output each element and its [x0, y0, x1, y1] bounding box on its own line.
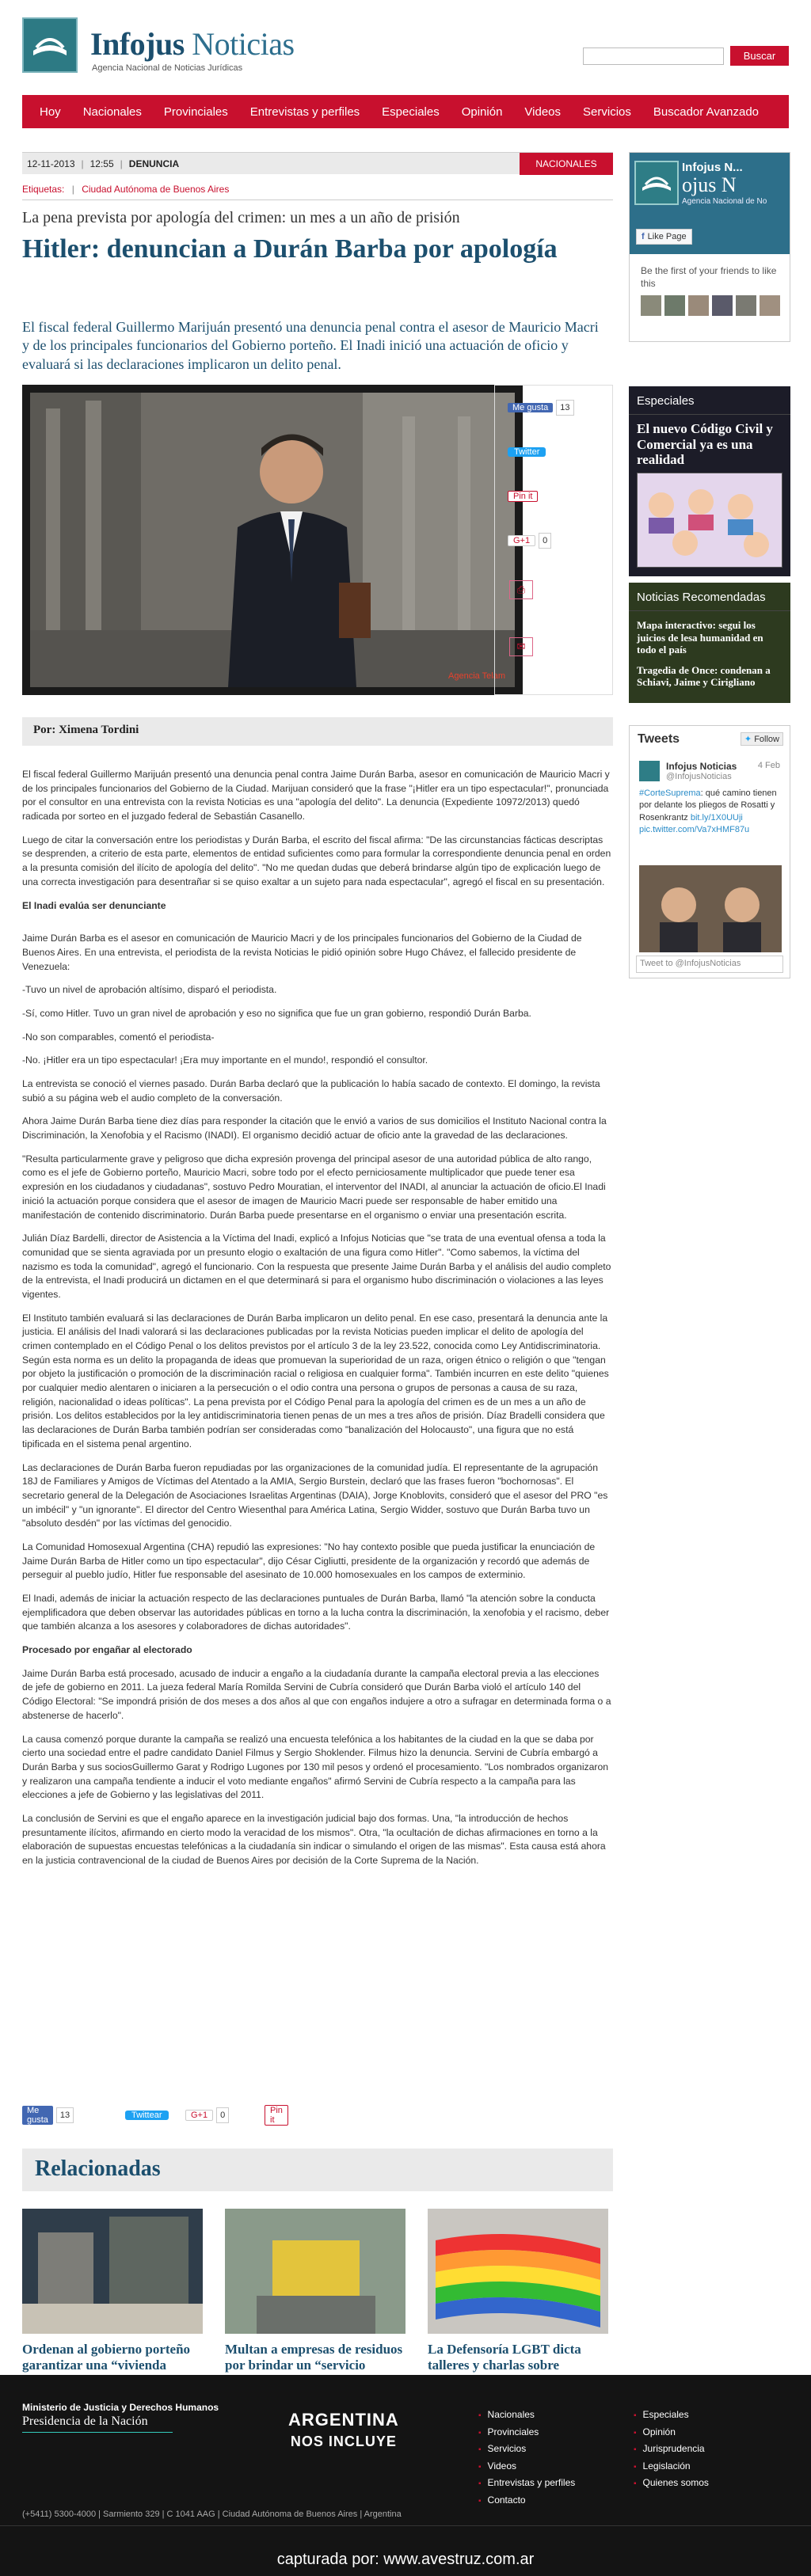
twitter-share[interactable] — [508, 444, 546, 460]
tag-link[interactable]: Ciudad Autónoma de Buenos Aires — [82, 184, 230, 195]
paragraph: La causa comenzó porque durante la campaña se realizó una encuesta telefónica a los habitantes de la ciudad en la que se daba por cierto una sociedad entre el padre candidato Daniel Filmus y Sergio Shoklender. Filmus hizo la denuncia. Servini de Cubría embargó a Durán Barba y sus sociosGuillermo Garat y Rodrigo Lugones por 130 mil pesos y ordenó el procesamiento. "Los nombrados organizaron y realizaron una campaña tendiente a inducir el voto mediante engaños" afirmó Servini de Cubría respecto a la campaña para las elecciones a jefe de Gobierno y las legislativas del 2011. — [22, 1733, 609, 1801]
pin-it-button[interactable]: Pin it — [508, 491, 538, 502]
fan-avatar[interactable] — [760, 295, 780, 316]
twitter-button[interactable]: Twittear — [125, 2111, 169, 2120]
recommended-item[interactable]: Mapa interactivo: segui los juicios de lesa humanidad en todo el país — [637, 619, 763, 656]
related-item[interactable] — [22, 2209, 203, 2389]
nav-item-buscador[interactable]: Buscador Avanzado — [653, 104, 760, 119]
photo-credit: Agencia Telam — [448, 671, 505, 681]
footer-links-col1 — [478, 2407, 575, 2510]
tweet-handle[interactable]: @InfojusNoticias — [666, 772, 732, 781]
fan-avatar[interactable] — [688, 295, 709, 316]
paragraph: -Tuvo un nivel de aprobación altísimo, disparó el periodista. — [22, 984, 277, 996]
tweet-text: #CorteSuprema: qué camino tienen por delante los pliegos de Rosatti y Rosenkrantz bit.ly/1X0UUji pic.twitter.com/Va7xHMF87u — [639, 788, 777, 835]
footer-link[interactable]: ▪ Opinión — [634, 2424, 709, 2441]
capture-credit: capturada por: www.avestruz.com.ar — [276, 2551, 535, 2568]
bottom-gplus[interactable] — [185, 2107, 229, 2123]
paragraph: Jaime Durán Barba está procesado, acusado de inducir a engaño a la ciudadanía durante la campaña electoral previa a las elecciones de jefe de gobierno en 2011. La jueza federal María Romilda Servini de Cubría consideró que Durán Barba violó el artículo 140 del Código Electoral: "Se impondrá prisión de dos meses a dos años al que con engaños indujere a otro a sufragar en determinada forma o a abstenerse de hacerlo". — [22, 1667, 611, 1721]
logo-icon[interactable] — [22, 17, 78, 73]
footer-link[interactable]: ▪ Especiales — [634, 2407, 709, 2424]
especiales-heading: Especiales — [629, 386, 790, 415]
nav-item-videos[interactable]: Videos — [524, 104, 562, 119]
paragraph: Las declaraciones de Durán Barba fueron repudiadas por las organizaciones de la comunidad judía. El representante de la agrupación 18J de Familiares y Amigos de Víctimas del Atentado a la AMIA, Sergio Burstein, declaró que las frases fueron "bochornosas". El secretario general de la Delegación de Asociaciones Israelitas Argentinas (DAIA), Jorge Knoblovits, consideró que el asesor del PRO "es un imbécil" y "un ignorante". El director del Centro Wiesenthal para América Latina, Sergio Widder, sostuvo que Durán Barba tuvo un "absoluto desdén" por las víctimas del genocidio. — [22, 1461, 608, 1529]
article-meta-bar: 12-11-2013 | 12:55 | DENUNCIA NACIONALES — [22, 152, 613, 174]
twitter-button[interactable]: Twitter — [508, 447, 546, 457]
footer-address: (+5411) 5300-4000 | Sarmiento 329 | C 1041 AAG | Ciudad Autónoma de Buenos Aires | Argentina — [22, 2510, 402, 2519]
divider — [0, 2525, 811, 2526]
facebook-fan-thumbnails — [641, 295, 780, 316]
tweet-link[interactable]: bit.ly/1X0UUji — [690, 812, 743, 823]
paragraph: Jaime Durán Barba es el asesor en comunicación de Mauricio Macri y de los principales funcionarios del Gobierno de la Ciudad de Buenos Aires. En una entrevista, el periodista de la revista Noticias le pidió opinión sobre Hugo Chávez, el fallecido presidente de Venezuela: — [22, 933, 582, 972]
article-photo — [22, 385, 523, 695]
tags-label: Etiquetas: — [22, 184, 65, 195]
bottom-facebook-like[interactable] — [22, 2107, 74, 2123]
tweet-hashtag[interactable]: #CorteSuprema — [639, 788, 701, 798]
article-date: 12-11-2013 — [27, 158, 75, 169]
article-kicker: La pena prevista por apología del crimen: un mes a un año de prisión — [22, 209, 460, 226]
footer-ministry[interactable]: Ministerio de Justicia y Derechos Humanos — [22, 2402, 219, 2413]
article-section: DENUNCIA — [128, 158, 180, 169]
logo-title[interactable]: Infojus Noticias — [90, 26, 295, 62]
paragraph: El fiscal federal Guillermo Marijuán presentó una denuncia penal contra Jaime Durán Barba, asesor en comunicación de Mauricio Macri y de los principales funcionarios del Gobierno de la Ciudad. Marijuan consideró que la frase "¡Hitler era un tipo espectacular!", pronunciada por el consultor en una entrevista con la revista Noticias es una "apología del delito". La denuncia (Expediente 10972/2013) quedó radicada por sorteo en el juzgado federal de Sebastián Casanello. — [22, 769, 610, 823]
paragraph: El Inadi, además de iniciar la actuación respecto de las declaraciones puntuales de Durán Barba, llamó "la atención sobre la conducta ejemplificadora que deben observar las autoridades públicas en torno a la lucha contra la discriminación, la xenofobia y el racismo, deber que también alcanza a los asesores y colaboradores de dichas autoridades". — [22, 1593, 610, 1632]
facebook-like-button[interactable]: Me gusta — [508, 403, 553, 412]
footer-links-col2 — [634, 2407, 709, 2492]
tweet-avatar[interactable] — [639, 761, 660, 781]
tweet-media-link[interactable]: pic.twitter.com/Va7xHMF87u — [639, 825, 750, 835]
gplus-button[interactable]: G+1 — [185, 2110, 213, 2121]
tags-row: Etiquetas: | Ciudad Autónoma de Buenos Aires — [22, 184, 230, 195]
article-body — [22, 768, 611, 1878]
facebook-cover-text: ojus N — [682, 173, 737, 196]
paragraph: La conclusión de Servini es que el engaño aparece en la investigación judicial bajo dos formas. Una, "la introducción de hechos presuntamente ilícitos, afirmando en cierto modo la veracidad de los mismos". Otra, "la ocultación de dichas afirmaciones en torno a la elaboración de supuestas encuestas telefónicas a la ciudadanía sin indicar o simulando el origen de las mismas". Esta causa está ahora en la justicia contravencional de la ciudad de Buenos Aires por decisión de la Corte Suprema de la Nación. — [22, 1812, 606, 1866]
fan-avatar[interactable] — [712, 295, 733, 316]
related-caption[interactable]: Multan a empresas de residuos por brindar un “servicio — [225, 2342, 403, 2373]
paragraph: "Resulta particularmente grave y peligroso que dicha expresión provenga del principal asesor de una autoridad pública de alto rango, como es el jefe de Gobierno porteño, Mauricio Macri, sobre todo por el efecto perniciosamente multiplicador que puede tener esa expresión en los ciudadanos y ciudadanas", sostuvo Pedro Mouratian, el interventor del INADI, al anunciar la actuación de oficio.El Inadi inició la actuación porque considera que el asesor de imagen de Mauricio Macri puede ser responsable de haber emitido una manifestación de contenido discriminatorio. Durán Barba puede presentarse en el organismo o enviar una presentación escrita. — [22, 1153, 606, 1221]
nav-item-opinion[interactable]: Opinión — [461, 104, 503, 119]
facebook-cover[interactable] — [630, 153, 790, 254]
divider — [22, 2432, 173, 2433]
nav-item-hoy[interactable]: Hoy — [40, 104, 61, 119]
facebook-like-count: 13 — [556, 400, 573, 416]
print-icon[interactable]: ⎙ — [509, 580, 533, 599]
argentina-logo[interactable]: ARGENTINA NOS INCLUYE — [288, 2410, 399, 2450]
footer-presidency[interactable]: Presidencia de la Nación — [22, 2415, 148, 2428]
category-button[interactable]: NACIONALES — [520, 153, 613, 175]
facebook-like-page-button[interactable]: f Like Page — [636, 229, 692, 245]
share-panel — [494, 385, 613, 695]
site-header — [22, 17, 790, 81]
nav-item-provinciales[interactable]: Provinciales — [163, 104, 228, 119]
nav-item-entrevistas[interactable]: Entrevistas y perfiles — [249, 104, 360, 119]
recommended-heading: Noticias Recomendadas — [629, 583, 790, 611]
paragraph: Luego de citar la conversación entre los periodistas y Durán Barba, el escrito del fiscal afirma: "De las circunstancias fácticas descriptas se desprenden, a criterio de esta parte, elementos de entidad suficientes como para formular la correspondiente denuncia penal en orden a la presunta comisión del ilícito de apología del delito". "No me quedan dudas que deberá brindarse algún tipo de explicación luego de una correcta investigación para desentrañar si se quiso exaltar a un sujeto para nada espectacular", agregó el fiscal en su presentación. — [22, 834, 611, 887]
search-input[interactable] — [583, 47, 724, 65]
subheading: El Inadi evalúa ser denunciante — [22, 899, 166, 911]
facebook-cover-subtitle: Agencia Nacional de No — [682, 197, 767, 206]
footer-link[interactable]: ▪ Nacionales — [478, 2407, 575, 2424]
especiales-image[interactable] — [637, 473, 782, 568]
facebook-page-widget — [629, 152, 790, 342]
twitter-widget — [629, 725, 790, 978]
nav-item-especiales[interactable]: Especiales — [382, 104, 440, 119]
twitter-follow-button[interactable]: ✦ Follow — [741, 732, 783, 746]
fan-avatar[interactable] — [736, 295, 756, 316]
search-button[interactable]: Buscar — [730, 46, 789, 66]
fan-avatar[interactable] — [664, 295, 685, 316]
email-icon[interactable]: ✉ — [509, 637, 533, 656]
tweets-heading: Tweets — [638, 732, 680, 746]
footer-link[interactable]: ▪ Provinciales — [478, 2424, 575, 2441]
bottom-twitter[interactable] — [125, 2107, 169, 2123]
bottom-pinterest[interactable] — [265, 2107, 288, 2123]
especiales-widget — [629, 386, 790, 576]
article-time: 12:55 — [89, 158, 114, 169]
paragraph: La entrevista se conoció el viernes pasado. Durán Barba declaró que la publicación lo había sacado de contexto. El domingo, la revista subió a su página web el audio completo de la conversación. — [22, 1078, 600, 1104]
photo-image — [30, 393, 515, 687]
footer-link[interactable]: ▪ Servicios — [478, 2441, 575, 2458]
footer-link[interactable]: ▪ Legislación — [634, 2458, 709, 2475]
tweet-author[interactable]: Infojus Noticias — [666, 761, 737, 772]
paragraph: -No. ¡Hitler era un tipo espectacular! ¡Era muy importante en el mundo!, respondió el consultor. — [22, 1054, 428, 1066]
nav-item-servicios[interactable]: Servicios — [583, 104, 631, 119]
related-caption[interactable]: Ordenan al gobierno porteño garantizar una “vivienda — [22, 2342, 191, 2373]
paragraph: El Instituto también evaluará si las declaraciones de Durán Barba implicaron un delito penal. En ese caso, presentará la denuncia ante la justicia. El análisis del Inadi valorará si las declaraciones publicadas por la revista Noticias pueden implicar el delito de apología del crimen contemplado en el Código Penal o los delitos previstos por el artículo 3 de la ley 23.522, conocida como Ley Antidiscriminatoria. Según esta norma es un delito la propaganda de ideas que promuevan la superioridad de un raza, origen étnico o religión o que "tengan por objeto la justificación o promoción de la discriminación racial o religiosa en cualquier forma". También incurren en este delito "quienes por cualquier medio alentaren o iniciaren a la persecución o el odio contra una persona o grupos de personas a causa de su raza, religión, nacionalidad o ideas políticas". La pena prevista por el Código Penal para la apología del crimen es de un mes a un año de prisión. Los delitos establecidos por la ley antidiscriminatoria tienen penas de un mes a tres años de prisión. Díaz Bradelli considera que las declaraciones de Durán Barba también podrían ser consideradas como "banalización del Holocausto", una figura que no está tipificada en el sistema penal argentino. — [22, 1312, 609, 1449]
article-lead: El fiscal federal Guillermo Marijuán presentó una denuncia penal contra el asesor de Mauricio Macri y de los principales funcionarios del Gobierno porteño. El Inadi inició una actuación de oficio y evaluará si las declaraciones implicaron un delito penal. — [22, 319, 599, 372]
related-image[interactable] — [225, 2209, 406, 2334]
facebook-page-logo-icon[interactable] — [634, 161, 679, 205]
tweet-date[interactable]: 4 Feb — [757, 761, 780, 770]
pin-it-button[interactable]: Pin it — [265, 2105, 288, 2126]
footer-link[interactable]: ▪ Entrevistas y perfiles — [478, 2475, 575, 2492]
divider — [22, 199, 613, 200]
facebook-like-count: 13 — [56, 2107, 74, 2123]
facebook-like-button[interactable]: Me gusta — [22, 2106, 53, 2125]
paragraph: -Sí, como Hitler. Tuvo un gran nivel de aprobación y eso no significa que fue un gran gobierno, respondió Durán Barba. — [22, 1007, 531, 1019]
related-item[interactable] — [225, 2209, 406, 2389]
footer-link[interactable]: ▪ Contacto — [478, 2492, 575, 2510]
paragraph: La Comunidad Homosexual Argentina (CHA) repudió las expresiones: "No hay contexto posible que pueda justificar la enunciación de Jaime Durán Barba de Hitler como un tipo espectacular", dijo César Cigliutti, presidente de la organización y recordó que además de perseguir al pueblo judío, Hitler fue responsable del asesinato de 10.000 homosexuales en los campos de exterminio. — [22, 1541, 596, 1581]
gplus-share[interactable] — [508, 533, 551, 549]
gplus-count: 0 — [216, 2107, 229, 2123]
gplus-button[interactable]: G+1 — [508, 535, 535, 546]
subheading: Procesado por engañar al electorado — [22, 1644, 192, 1656]
article-headline: Hitler: denuncian a Durán Barba por apología — [22, 234, 558, 264]
related-caption[interactable]: La Defensoría LGBT dicta talleres y charlas sobre — [428, 2342, 581, 2373]
fan-avatar[interactable] — [641, 295, 661, 316]
pinterest-share[interactable] — [508, 488, 538, 504]
related-image[interactable] — [22, 2209, 203, 2334]
facebook-like[interactable] — [508, 400, 574, 416]
footer-link[interactable]: ▪ Quienes somos — [634, 2475, 709, 2492]
related-title: Relacionadas — [35, 2156, 161, 2181]
facebook-friends-text: Be the first of your friends to like this — [641, 265, 777, 289]
nav-item-nacionales[interactable]: Nacionales — [82, 104, 142, 119]
related-image[interactable] — [428, 2209, 608, 2334]
recommended-widget — [629, 583, 790, 703]
footer-link[interactable]: ▪ Jurisprudencia — [634, 2441, 709, 2458]
footer-link[interactable]: ▪ Videos — [478, 2458, 575, 2475]
especiales-title[interactable]: El nuevo Código Civil y Comercial ya es una realidad — [637, 421, 773, 468]
site-footer — [0, 2375, 811, 2576]
facebook-icon: f — [642, 232, 645, 241]
facebook-page-name[interactable]: Infojus N... — [682, 161, 743, 174]
tweet-to-input[interactable]: Tweet to @InfojusNoticias — [636, 956, 783, 973]
twitter-bird-icon: ✦ — [744, 735, 752, 744]
paragraph: -No son comparables, comentó el periodista- — [22, 1031, 215, 1043]
gplus-count: 0 — [539, 533, 551, 549]
related-item[interactable] — [428, 2209, 608, 2389]
main-nav — [22, 95, 789, 128]
logo-subtitle: Agencia Nacional de Noticias Jurídicas — [92, 63, 243, 73]
paragraph: Julián Díaz Bardelli, director de Asistencia a la Víctima del Inadi, explicó a Infojus Noticias que "se trata de una eventual ofensa a toda la comunidad que se sienta agraviada por un presunto elogio o exaltación de una figura como Hitler". "Como sabemos, la víctima del nazismo es toda la comunidad", agregó el funcionario. Con la respuesta que presente Jaime Durán Barba y el análisis del audio completo de la entrevista, el Inadi producirá un dictamen en el que determinará si para el organismo hubo discriminación o violaciones a las leyes vigentes. — [22, 1233, 611, 1300]
article-author: Por: Ximena Tordini — [22, 717, 613, 746]
paragraph: Ahora Jaime Durán Barba tiene diez días para responder la citación que le envió a varios de sus domicilios el Instituto Nacional contra la Discriminación, la Xenofobia y el Racismo (INADI). El organismo decidió actuar de oficio ante la gravedad de las declaraciones. — [22, 1115, 607, 1142]
tweet-image[interactable] — [639, 865, 782, 952]
recommended-item[interactable]: Tragedia de Once: condenan a Schiavi, Jaime y Cirigliano — [637, 663, 771, 689]
